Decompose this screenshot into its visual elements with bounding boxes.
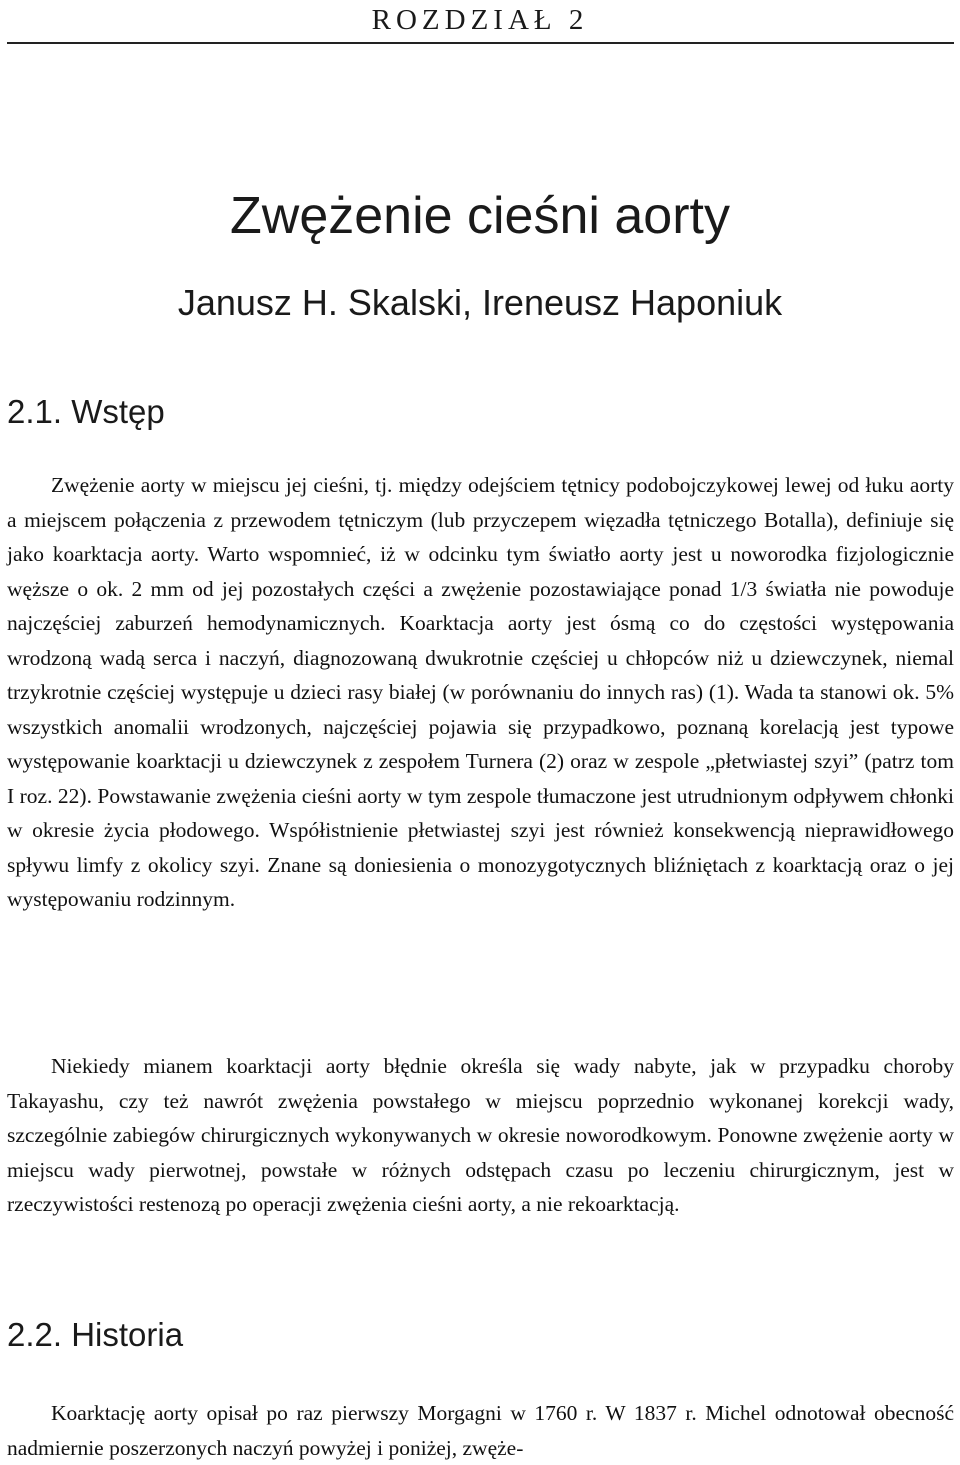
paragraph: Koarktację aorty opisał po raz pierwszy Morgagni w 1760 r. W 1837 r. Michel odnotował obecność nadmiernie poszerzonych naczyń powyżej i poniżej, zwęże- [7,1401,954,1460]
paragraph: Niekiedy mianem koarktacji aorty błędnie określa się wady nabyte, jak w przypadku choroby Takayashu, czy też nawrót zwężenia powstałego w miejscu poprzednio wykonanej korekcji wady, szczególnie zabiegów chirurgicznych wykonywanych w okresie noworodkowym. Ponowne zwężenie aorty w miejscu wady pierwotnej, powstałe w różnych odstępach czasu po leczeniu chirurgicznym, jest w rzeczywistości restenozą po operacji zwężenia cieśni aorty, a nie rekoarktacją. [7,1054,954,1216]
header-divider [7,42,954,44]
chapter-title: Zwężenie cieśni aorty [230,187,730,245]
chapter-authors: Janusz H. Skalski, Ireneusz Haponiuk [177,282,783,323]
section-heading-wstep: 2.1. Wstęp [7,393,165,430]
chapter-label: ROZDZIAŁ 2 [371,4,589,36]
paragraph: Zwężenie aorty w miejscu jej cieśni, tj. między odejściem tętnicy podobojczykowej lewej od łuku aorty a miejscem połączenia z przewodem tętniczym (lub przyczepem więzadła tętniczego Botalla), definiuje się jako koarktacja aorty. Warto wspomnieć, iż w odcinku tym światło aorty jest u noworodka fizjologicznie węższe o ok. 2 mm od jej pozostałych części a zwężenie pozostawiające ponad 1/3 światła nie powoduje najczęściej zaburzeń hemodynamicznych. Koarktacja aorty jest ósmą co do częstości występowania wrodzoną wadą serca i naczyń, diagnozowaną dwukrotnie częściej u chłopców niż u dziewczynek, niemal trzykrotnie częściej występuje u dzieci rasy białej (w porównaniu do innych ras) (1). Wada ta stanowi ok. 5% wszystkich anomalii wrodzonych, najczęściej pojawia się przypadkowo, poznaną korelacją jest typowe występowanie koarktacji u dziewczynek z zespołem Turnera (2) oraz w zespole „płetwiastej szyi” (patrz tom I roz. 22). Powstawanie zwężenia cieśni aorty w tym zespole tłumaczone jest utrudnionym odpływem chłonki w okresie życia płodowego. Współistnienie płetwiastej szyi jest również konsekwencją nieprawidłowego spływu limfy z okolicy szyi. Znane są doniesienia o monozygotycznych bliźniętach z koarktacją oraz o jej występowaniu rodzinnym. [7,473,954,911]
section-heading-historia: 2.2. Historia [7,1316,184,1353]
